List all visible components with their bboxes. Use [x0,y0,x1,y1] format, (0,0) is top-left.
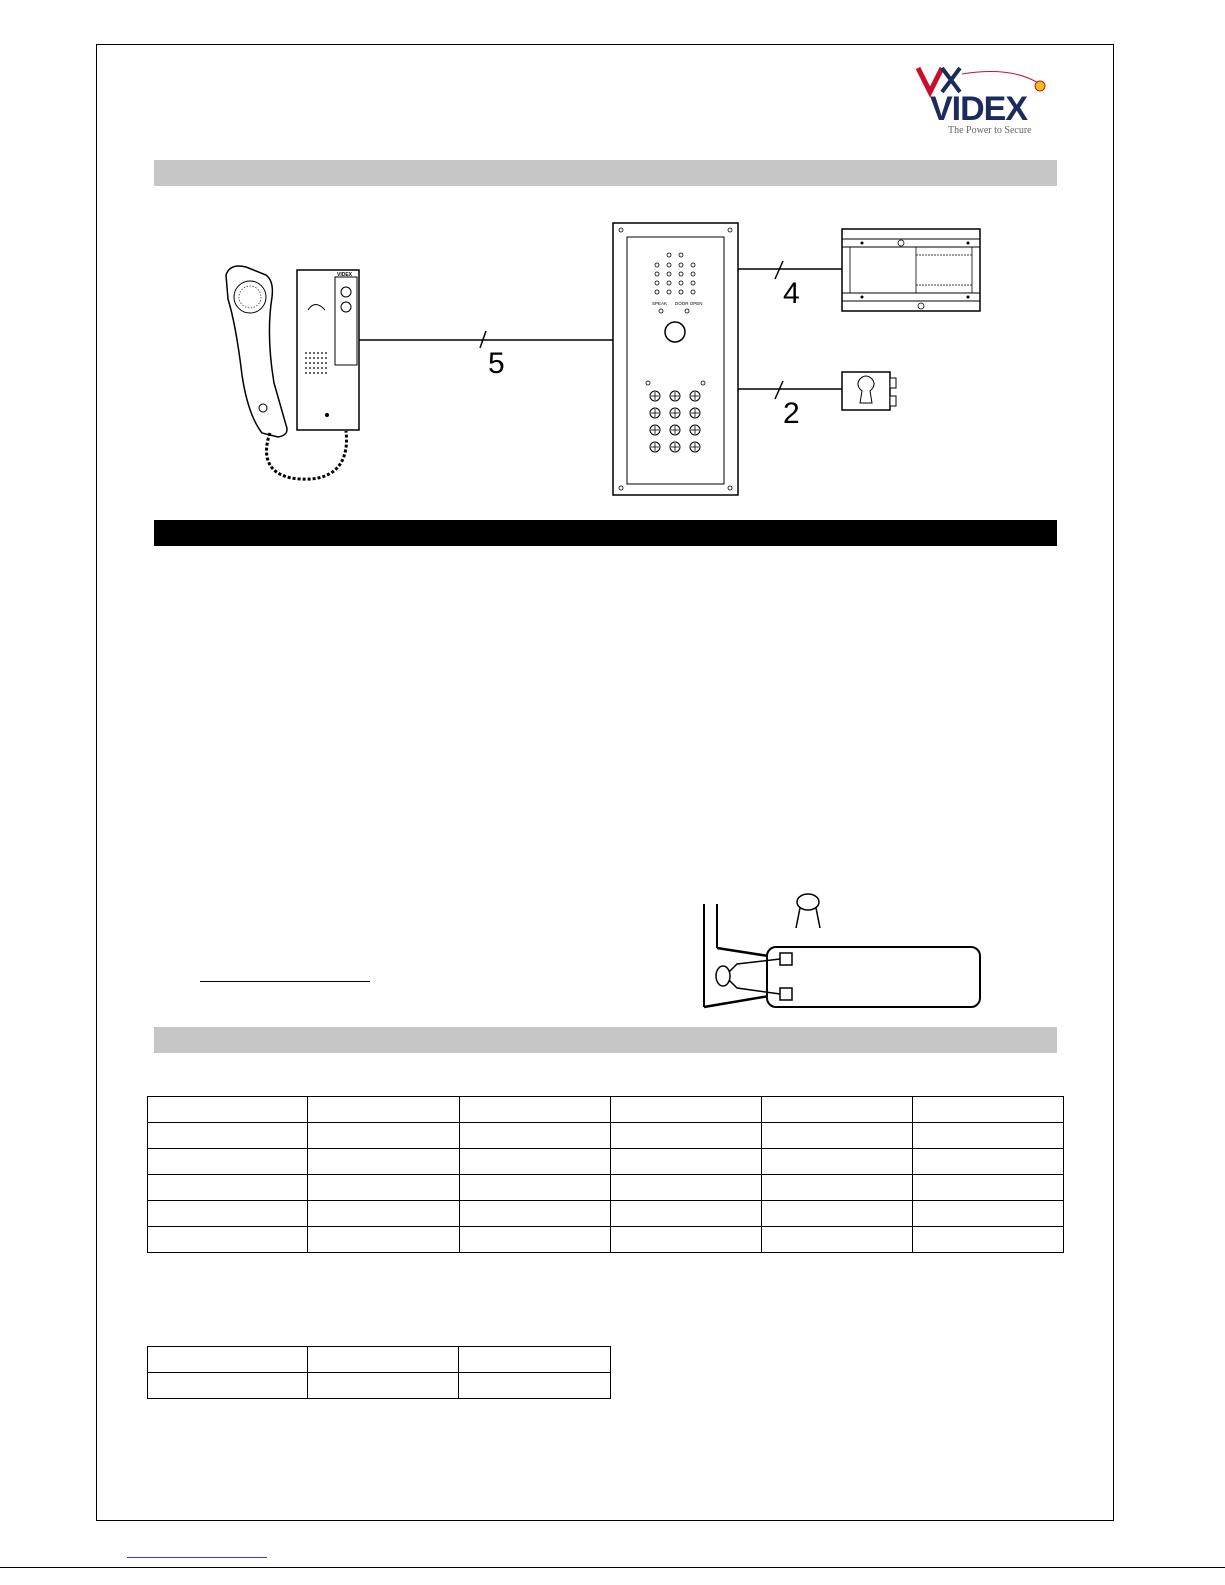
table-cell [459,1373,611,1399]
underlined-link[interactable] [200,981,370,982]
wiring-diagram [200,215,1000,505]
section-header-bar-3 [154,1027,1057,1053]
door-open-label: DOOR OPEN [675,301,703,306]
table-cell [611,1123,762,1149]
speak-label: SPEAK [652,301,668,306]
table-cell [148,1373,308,1399]
table-cell [307,1123,459,1149]
power-supply-icon [842,229,980,311]
table-cell [307,1347,459,1373]
cable-count-5: 5 [488,347,505,380]
table-row [148,1201,1064,1227]
logo-tagline: The Power to Secure [948,125,1032,136]
table-cell [913,1123,1064,1149]
table-row [148,1373,611,1399]
lock-release-icon [842,372,896,410]
table-cell [611,1149,762,1175]
table-row [148,1347,611,1373]
table-cell [148,1347,308,1373]
handset-brand: VIDEX [337,272,353,278]
table-cell [148,1175,308,1201]
videx-logo [912,62,1052,136]
cable-count-4: 4 [783,277,800,310]
door-entry-panel [613,223,738,495]
section-header-bar-2 [154,520,1057,546]
small-table [147,1346,611,1399]
table-cell [307,1227,459,1253]
footer-rule [0,1567,1225,1568]
table-cell [611,1097,762,1123]
table-cell [913,1201,1064,1227]
table-row [148,1175,1064,1201]
table-cell [459,1149,611,1175]
table-row [148,1149,1064,1175]
table-cell [148,1097,308,1123]
handset-base-unit [297,270,359,430]
suppressor-component-icon [796,894,820,928]
table-cell [307,1201,459,1227]
table-cell [307,1175,459,1201]
table-cell [307,1097,459,1123]
table-cell [148,1149,308,1175]
table-cell [611,1227,762,1253]
table-cell [762,1227,913,1253]
call-button-icon [665,322,685,342]
main-table [147,1096,1064,1253]
table-cell [307,1149,459,1175]
table-cell [148,1227,308,1253]
table-cell [762,1149,913,1175]
table-cell [762,1097,913,1123]
table-cell [913,1175,1064,1201]
logo-brand: VIDEX [930,90,1028,128]
table-row [148,1123,1064,1149]
table-cell [762,1201,913,1227]
section-header-bar-1 [154,160,1057,186]
table-cell [459,1175,611,1201]
connection-detail-diagram [695,890,995,1015]
table-row [148,1227,1064,1253]
table-cell [913,1227,1064,1253]
table-cell [459,1201,611,1227]
table-cell [459,1123,611,1149]
table-row [148,1097,1064,1123]
table-cell [459,1347,611,1373]
table-cell [148,1201,308,1227]
table-cell [611,1175,762,1201]
table-cell [307,1373,459,1399]
table-cell [913,1149,1064,1175]
table-cell [459,1097,611,1123]
table-cell [148,1123,308,1149]
table-cell [459,1227,611,1253]
cable-count-2: 2 [783,397,800,430]
table-cell [762,1123,913,1149]
footer-link[interactable] [127,1557,267,1558]
table-cell [611,1201,762,1227]
table-cell [913,1097,1064,1123]
table-cell [762,1175,913,1201]
